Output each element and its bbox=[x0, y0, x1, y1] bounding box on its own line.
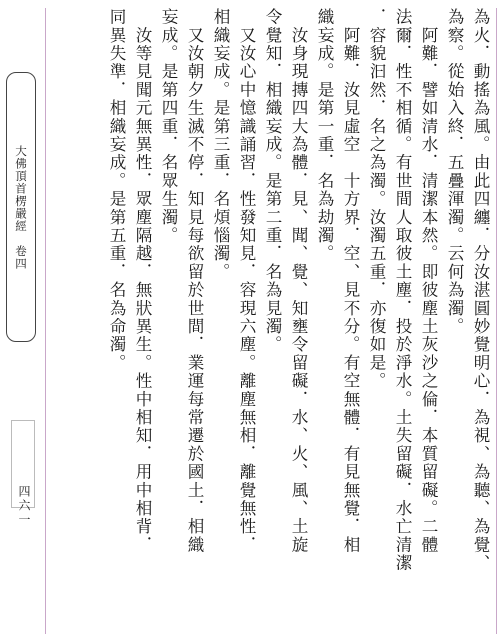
text-column: 為察。從始入終．五疊渾濁。云何為濁。 bbox=[445, 8, 464, 336]
text-column: 織妄成。是第一重．名為劫濁。 bbox=[315, 8, 334, 263]
sutra-title-text: 大佛頂首楞嚴經 卷四 bbox=[14, 144, 28, 270]
text-column: 阿難．汝見虛空 十方界．空、見不分。有空無體．有見無覺．相 bbox=[341, 8, 360, 554]
sutra-title-label bbox=[6, 72, 36, 342]
text-column: 令覺知．相織妄成。是第二重．名為見濁。 bbox=[263, 8, 282, 354]
text-column: 阿難．譬如清水．清潔本然。即彼塵土灰沙之倫．本質留礙。二體 bbox=[419, 8, 438, 554]
text-column: 汝身現摶四大為體．見、聞、覺、知壅令留礙．水、火、風、土旋 bbox=[289, 8, 308, 554]
text-column: 相織妄成。是第三重．名煩惱濁。 bbox=[211, 8, 230, 281]
text-column: 妄成。是第四重．名眾生濁。 bbox=[159, 8, 178, 245]
text-column: 又汝朝夕生滅不停．知見每欲留於世間．業運每常遷於國土．相織 bbox=[185, 8, 204, 554]
text-column: 為火．動搖為風。由此四纏．分汝湛圓妙覺明心．為視、為聽、為覺、 bbox=[471, 8, 490, 573]
text-column: 汝等見聞元無異性．眾塵隔越．無狀異生。性中相知．用中相背． bbox=[133, 8, 152, 554]
text-column: 又汝心中憶識誦習．性發知見．容現六塵。離塵無相．離覺無性． bbox=[237, 8, 256, 554]
sutra-text-body bbox=[56, 8, 492, 634]
text-column: 法爾．性不相循。有世間人取彼土塵．投於淨水。土失留礙．水亡清潔 bbox=[393, 8, 412, 573]
text-column: 同異失準．相織妄成。是第五重．名為命濁。 bbox=[107, 8, 126, 372]
page-number: 四六一 bbox=[17, 485, 31, 527]
text-column: ．容貌汩然．名之為濁。汝濁五重．亦復如是。 bbox=[367, 8, 386, 391]
